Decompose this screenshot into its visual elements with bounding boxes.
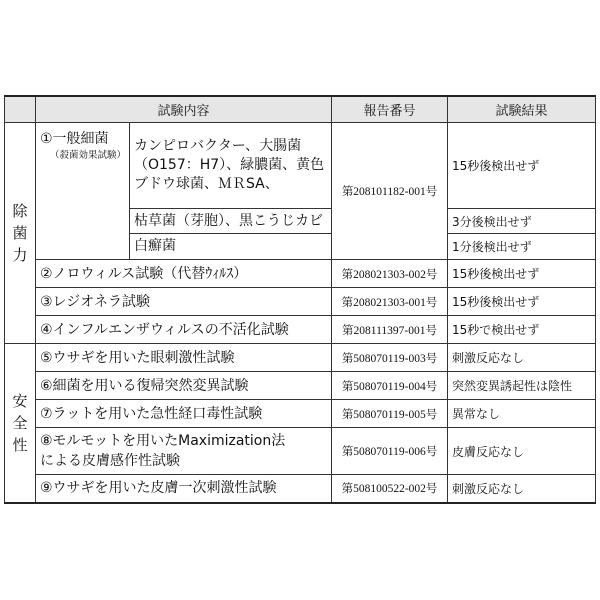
- test-result: 15秒後検出せず: [448, 288, 596, 316]
- test-description: 枯草菌（芽胞）、黒こうじカビ: [130, 209, 332, 234]
- test-result: 皮膚反応なし: [448, 428, 596, 475]
- header-row: [5, 96, 596, 123]
- test-name: ④インフルエンザウィルスの不活化試験: [36, 316, 332, 344]
- table-row: [5, 475, 596, 503]
- table-row: [5, 260, 596, 288]
- header-report: 報告番号: [332, 96, 448, 123]
- test-result: 異常なし: [448, 400, 596, 428]
- test-name-continued: による皮膚感作性試験: [40, 453, 180, 469]
- test-name: ⑧モルモットを用いたMaximization法: [40, 433, 286, 449]
- report-number: 第508070119-006号: [332, 428, 448, 475]
- report-number: 第508070119-005号: [332, 400, 448, 428]
- table-row: [5, 372, 596, 400]
- test-result: 1分後検出せず: [448, 234, 596, 260]
- report-number: 第208111397-001号: [332, 316, 448, 344]
- test-description: カンピロバクター、大腸菌（O157：H7）、緑膿菌、黄色ブドウ球菌、ＭＲSA、: [130, 123, 332, 209]
- test-name-cell: [36, 123, 130, 260]
- test-name: ⑤ウサギを用いた眼刺激性試験: [36, 344, 332, 372]
- report-number: 第208021303-001号: [332, 288, 448, 316]
- report-number: 第508070119-003号: [332, 344, 448, 372]
- test-result: 刺激反応なし: [448, 475, 596, 503]
- test-result: 3分後検出せず: [448, 209, 596, 234]
- test-name: ③レジオネラ試験: [36, 288, 332, 316]
- table-row: [5, 316, 596, 344]
- test-result: 突然変異誘起性は陰性: [448, 372, 596, 400]
- category-antibacterial: 除 菌 力: [5, 123, 36, 344]
- test-result: 15秒で検出せず: [448, 316, 596, 344]
- test-name: ⑥細菌を用いる復帰突然変異試験: [36, 372, 332, 400]
- test-subtitle: （殺菌効果試験）: [50, 150, 127, 161]
- report-number: 第508100522-002号: [332, 475, 448, 503]
- test-name: ②ノロウィルス試験（代替ｳｨﾙｽ）: [36, 260, 332, 288]
- header-result: 試験結果: [448, 96, 596, 123]
- test-name-cell: [36, 428, 332, 475]
- test-name: ①一般細菌: [40, 131, 109, 147]
- table-row: [5, 428, 596, 475]
- test-result: 15秒後検出せず: [448, 260, 596, 288]
- category-safety: 安 全 性: [5, 344, 36, 503]
- report-number: 第208101182-001号: [332, 123, 448, 260]
- table-row: [5, 123, 596, 209]
- report-number: 第208021303-002号: [332, 260, 448, 288]
- report-number: 第508070119-004号: [332, 372, 448, 400]
- test-results-table: [4, 95, 596, 504]
- table-row: [5, 344, 596, 372]
- table-row: [5, 400, 596, 428]
- test-name: ⑨ウサギを用いた皮膚一次刺激性試験: [36, 475, 332, 503]
- test-description: 白癬菌: [130, 234, 332, 260]
- test-result: 15秒後検出せず: [448, 123, 596, 209]
- header-category: [5, 96, 36, 123]
- table-row: [5, 288, 596, 316]
- header-content: 試験内容: [36, 96, 332, 123]
- test-result: 刺激反応なし: [448, 344, 596, 372]
- test-name: ⑦ラットを用いた急性経口毒性試験: [36, 400, 332, 428]
